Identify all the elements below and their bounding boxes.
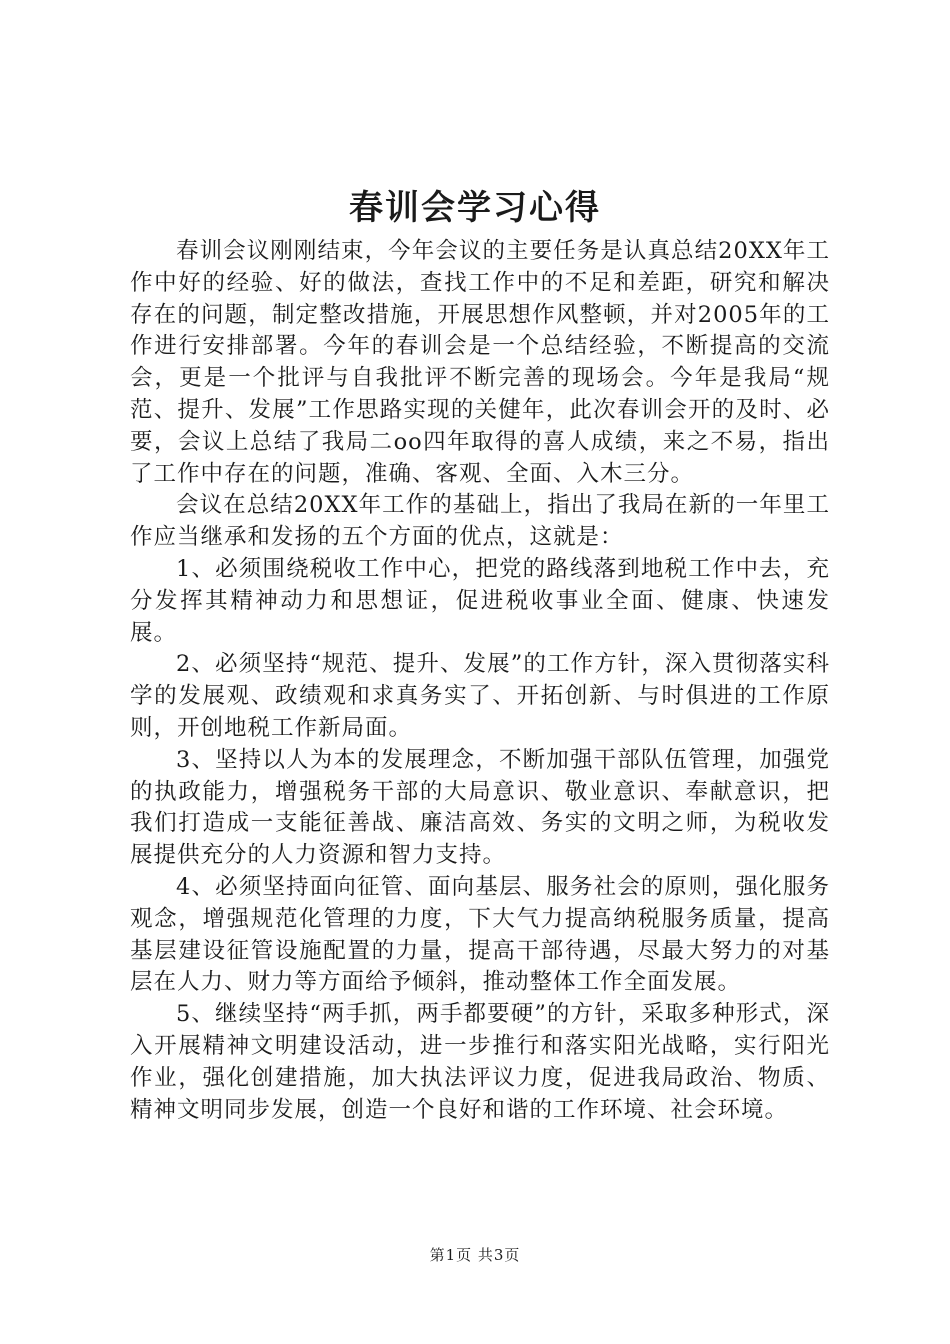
paragraph-point-1: 1、必须围绕税收工作中心，把党的路线落到地税工作中去，充分发挥其精神动力和思想证，促进税收事业全面、健康、快速发展。 [130,555,830,646]
paragraph-point-4: 4、必须坚持面向征管、面向基层、服务社会的原则，强化服务观念，增强规范化管理的力度，下大气力提高纳税服务质量，提高基层建设征管设施配置的力量，提高干部待遇，尽最大努力的对基层在人力、财力等方面给予倾斜，推动整体工作全面发展。 [130,873,830,996]
paragraph-point-5: 5、继续坚持“两手抓，两手都要硬”的方针，采取多种形式，深入开展精神文明建设活动，进一步推行和落实阳光战略，实行阳光作业，强化创建措施，加大执法评议力度，促进我局政治、物质、精神文明同步发展，创造一个良好和谐的工作环境、社会环境。 [130,1001,830,1123]
document-title: 春训会学习心得 [349,188,601,228]
document-body [130,236,830,1126]
paragraph-point-2: 2、必须坚持“规范、提升、发展”的工作方针，深入贯彻落实科学的发展观、政绩观和求真务实了、开拓创新、与时俱进的工作原则，开创地税工作新局面。 [130,651,830,741]
page-number-footer: 第1页 共3页 [429,1246,521,1264]
paragraph-point-3: 3、坚持以人为本的发展理念，不断加强干部队伍管理，加强党的执政能力，增强税务干部的大局意识、敬业意识、奉献意识，把我们打造成一支能征善战、廉洁高效、务实的文明之师，为税收发展提供充分的人力资源和智力支持。 [130,746,830,869]
paragraph-summary: 会议在总结20XX年工作的基础上，指出了我局在新的一年里工作应当继承和发扬的五个方面的优点，这就是： [130,492,830,551]
paragraph-intro: 春训会议刚刚结束，今年会议的主要任务是认真总结20XX年工作中好的经验、好的做法，查找工作中的不足和差距，研究和解决存在的问题，制定整改措施，开展思想作风整顿，并对2005年的工作进行安排部署。今年的春训会是一个总结经验，不断提高的交流会，更是一个批评与自我批评不断完善的现场会。今年是我局“规范、提升、发展”工作思路实现的关健年，此次春训会开的及时、必要，会议上总结了我局二oo四年取得的喜人成绩，来之不易，指出了工作中存在的问题，准确、客观、全面、入木三分。 [130,238,830,487]
